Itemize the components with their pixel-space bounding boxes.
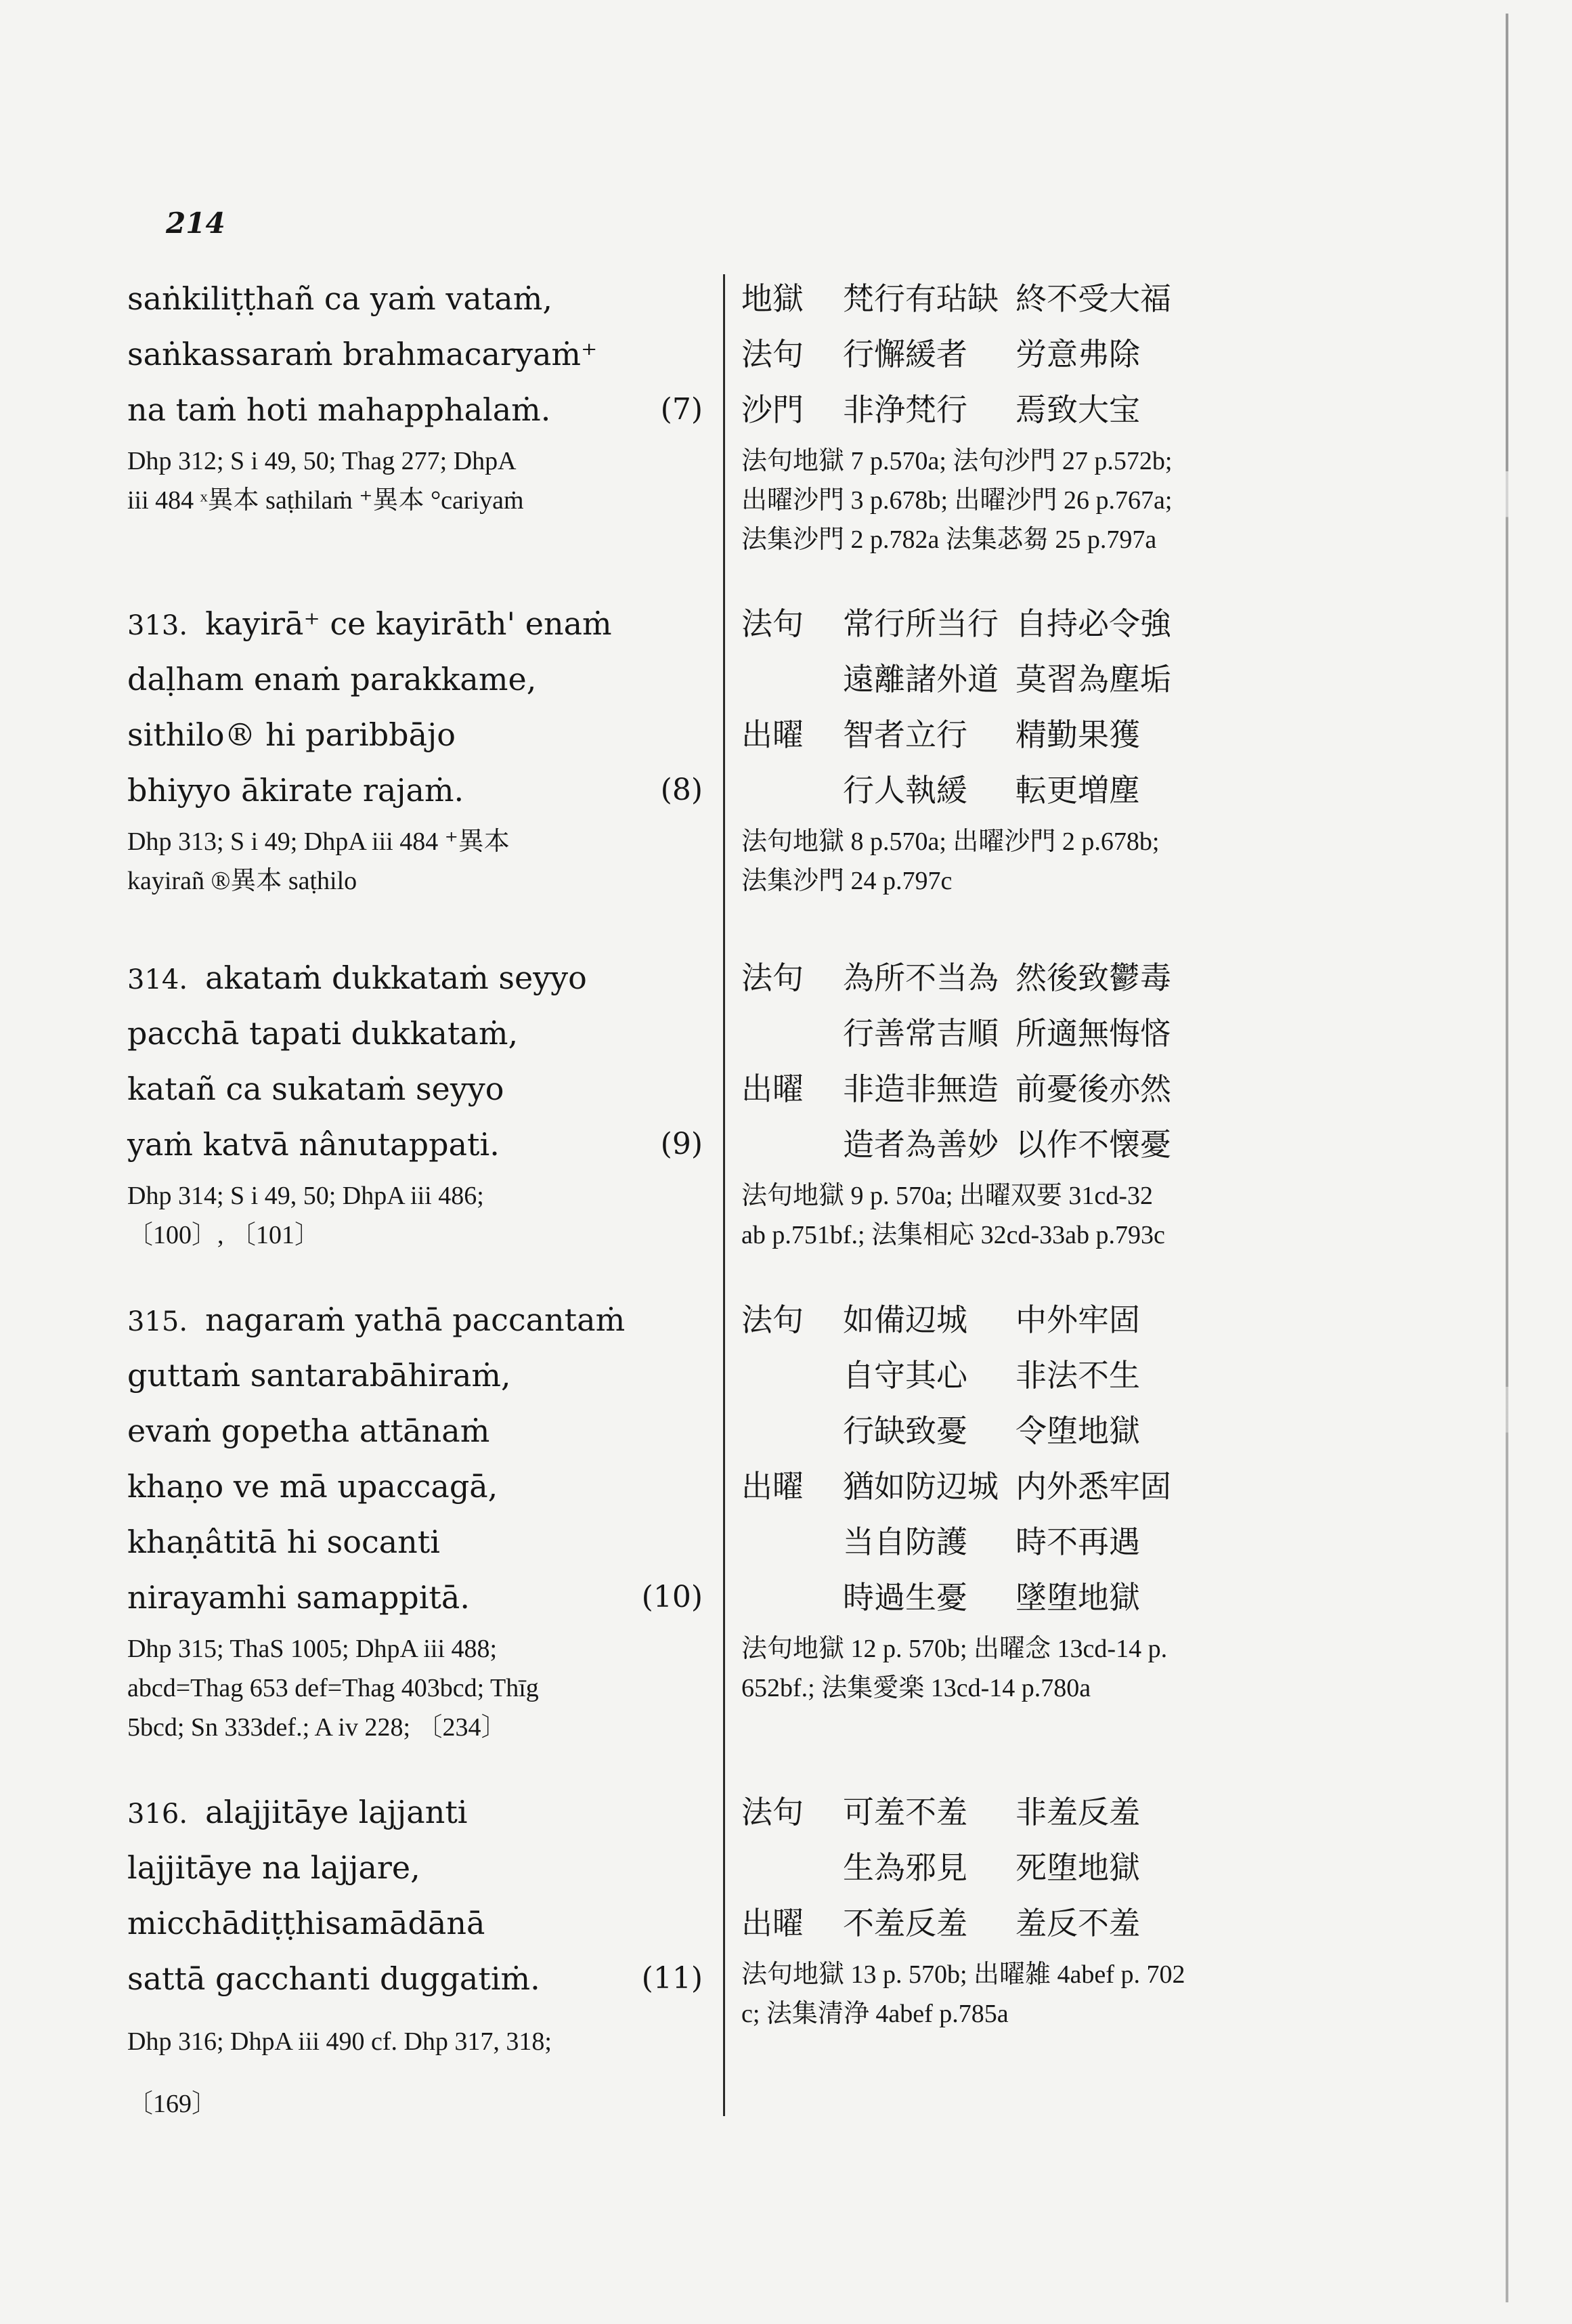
pali-verse-line: pacchā tapati dukkataṁ, [127, 1015, 519, 1052]
chinese-verse-line: 出曜 智者立行 精勤果獲 [741, 707, 1425, 762]
verse-sequence-number: (10) [641, 1580, 703, 1614]
pali-verse-line: katañ ca sukataṁ seyyo [127, 1071, 504, 1107]
pali-entry-312 [127, 271, 703, 520]
source-label: 出曜 [741, 1071, 804, 1107]
chinese-entry-313 [741, 596, 1425, 901]
pali-reference: Dhp 312; S i 49, 50; Thag 277; DhpA iii 484 ˣ異本 saṭhilaṁ ⁺異本 °cariyaṁ [127, 447, 524, 515]
verse-number: 313. [127, 610, 188, 641]
pali-verse-line: evaṁ gopetha attānaṁ [127, 1413, 490, 1449]
pali-verse-line: bhiyyo ākirate rajaṁ. (8) [127, 762, 703, 818]
pali-verse-line: khaṇo ve mā upaccagā, [127, 1468, 498, 1505]
verse-sequence-number: (7) [660, 392, 703, 427]
source-label: 沙門 [741, 391, 804, 428]
chinese-verse-line: 遠離諸外道 莫習為塵垢 [843, 661, 1171, 697]
pali-entry-314 [127, 950, 703, 1255]
pali-reference: Dhp 315; ThaS 1005; DhpA iii 488; abcd=Thag 653 def=Thag 403bcd; Thīg 5bcd; Sn 333def.; A iv 228; 〔234〕 [127, 1635, 539, 1742]
chinese-reference: 法句地獄 13 p. 570b; 出曜雑 4abef p. 702 c; 法集清浄 4abef p.785a [741, 1960, 1185, 2028]
verse-number: 314. [127, 964, 188, 995]
pali-reference: Dhp 313; S i 49; DhpA iii 484 ⁺異本 kayirañ ®異本 saṭhilo [127, 827, 510, 895]
chinese-verse-line: 自守其心 非法不生 [843, 1357, 1140, 1394]
chinese-verse-line: 出曜 非造非無造 前憂後亦然 [741, 1061, 1425, 1117]
chinese-entry-316 [741, 1784, 1425, 2034]
pali-verse-line: 316. alajjitāye lajjanti [127, 1794, 468, 1830]
chinese-verse-line: 法句 如備辺城 中外牢固 [741, 1292, 1425, 1348]
chinese-entry-312 [741, 271, 1425, 559]
verse-sequence-number: (8) [660, 773, 703, 807]
chinese-verse-line: 行人執緩 転更増塵 [843, 772, 1140, 809]
chinese-verse-line: 行缺致憂 令堕地獄 [843, 1413, 1140, 1449]
chinese-verse-line: 当自防護 時不再遇 [843, 1524, 1140, 1560]
pali-reference: Dhp 316; DhpA iii 490 cf. Dhp 317, 318; 〔169〕 [127, 2027, 552, 2118]
source-label: 法句 [741, 336, 804, 372]
pali-verse-line: lajjitāye na lajjare, [127, 1849, 420, 1886]
source-label: 出曜 [741, 716, 804, 753]
source-label: 出曜 [741, 1468, 804, 1505]
column-divider [723, 274, 725, 2116]
chinese-verse-line: 行善常吉順 所適無悔悋 [843, 1015, 1171, 1052]
chinese-verse-line: 地獄 梵行有玷缺 終不受大福 [741, 271, 1425, 326]
chinese-verse-line: 出曜 不羞反羞 羞反不羞 [741, 1895, 1425, 1951]
pali-reference: Dhp 314; S i 49, 50; DhpA iii 486; 〔100〕, 〔101〕 [127, 1182, 484, 1249]
pali-entry-313 [127, 596, 703, 901]
chinese-reference: 法句地獄 8 p.570a; 出曜沙門 2 p.678b; 法集沙門 24 p.797c [741, 827, 1160, 895]
source-label: 法句 [741, 605, 804, 642]
chinese-reference: 法句地獄 9 p. 570a; 出曜双要 31cd-32 ab p.751bf.; 法集相応 32cd-33ab p.793c [741, 1182, 1165, 1249]
pali-verse-line: guttaṁ santarabāhiraṁ, [127, 1357, 511, 1394]
pali-verse-line: 315. nagaraṁ yathā paccantaṁ [127, 1301, 626, 1338]
chinese-verse-line: 生為邪見 死堕地獄 [843, 1849, 1140, 1886]
verse-number: 315. [127, 1306, 188, 1337]
verse-number: 316. [127, 1799, 188, 1830]
source-label: 法句 [741, 1301, 804, 1338]
pali-verse-line: saṅkassaraṁ brahmacaryaṁ⁺ [127, 336, 598, 372]
pali-verse-line: nirayamhi samappitā. (10) [127, 1570, 703, 1625]
pali-verse-line: 314. akataṁ dukkataṁ seyyo [127, 960, 587, 996]
chinese-verse-line: 法句 行懈緩者 労意弗除 [741, 326, 1425, 382]
pali-verse-line: yaṁ katvā nânutappati. (9) [127, 1117, 703, 1172]
pali-verse-line: saṅkiliṭṭhañ ca yaṁ vataṁ, [127, 280, 552, 317]
pali-verse-line: micchādiṭṭhisamādānā [127, 1905, 485, 1941]
chinese-verse-line: 法句 常行所当行 自持必令強 [741, 596, 1425, 651]
source-label: 出曜 [741, 1905, 804, 1941]
chinese-reference: 法句地獄 7 p.570a; 法句沙門 27 p.572b; 出曜沙門 3 p.678b; 出曜沙門 26 p.767a; 法集沙門 2 p.782a 法集苾芻 25 p.797a [741, 447, 1173, 554]
chinese-verse-line: 沙門 非浄梵行 焉致大宝 [741, 382, 1425, 437]
pali-verse-line: daḷham enaṁ parakkame, [127, 661, 537, 697]
verse-sequence-number: (9) [660, 1127, 703, 1161]
verse-sequence-number: (11) [641, 1961, 703, 1996]
chinese-verse-line: 法句 為所不当為 然後致鬱毒 [741, 950, 1425, 1006]
source-label: 法句 [741, 1794, 804, 1830]
chinese-verse-line: 出曜 猶如防辺城 内外悉牢固 [741, 1459, 1425, 1514]
page-edge-shadow [1506, 14, 1508, 2302]
pali-entry-316 [127, 1784, 703, 2135]
chinese-entry-314 [741, 950, 1425, 1255]
chinese-verse-line: 造者為善妙 以作不懐憂 [843, 1126, 1171, 1163]
source-label: 地獄 [741, 280, 804, 317]
chinese-verse-line: 時過生憂 墜堕地獄 [843, 1579, 1140, 1616]
source-label: 法句 [741, 960, 804, 996]
chinese-entry-315 [741, 1292, 1425, 1708]
page-number: 214 [166, 207, 225, 240]
chinese-reference: 法句地獄 12 p. 570b; 出曜念 13cd-14 p. 652bf.; 法集愛楽 13cd-14 p.780a [741, 1635, 1168, 1702]
pali-verse-line: 313. kayirā⁺ ce kayirāth' enaṁ [127, 605, 612, 642]
pali-verse-line: sattā gacchanti duggatiṁ. (11) [127, 1951, 703, 2006]
pali-verse-line: na taṁ hoti mahapphalaṁ. (7) [127, 382, 703, 437]
pali-entry-315 [127, 1292, 703, 1747]
pali-verse-line: sithilo® hi paribbājo [127, 716, 456, 753]
pali-verse-line: khaṇâtitā hi socanti [127, 1524, 440, 1560]
chinese-verse-line: 法句 可羞不羞 非羞反羞 [741, 1784, 1425, 1840]
